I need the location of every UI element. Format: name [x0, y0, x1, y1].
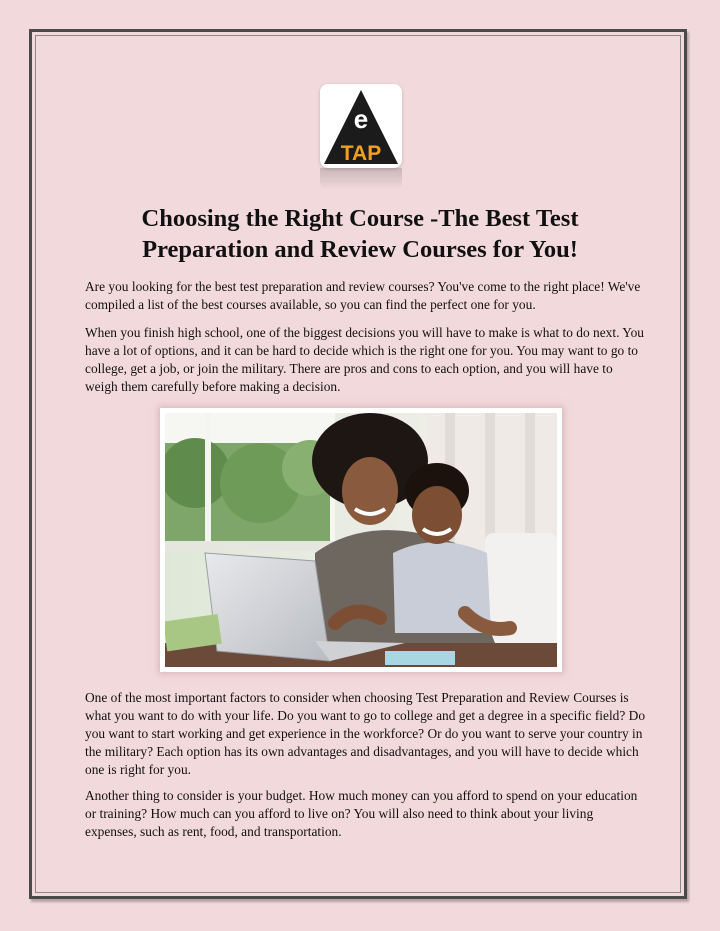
- title-line-1: Choosing the Right Course -The Best Test: [141, 205, 579, 232]
- logo-letter-e: e: [353, 104, 369, 134]
- paragraph-4: Another thing to consider is your budget. How much money can you afford to spend on your education or training? How much can you afford to live on? You will also need to think about your living expenses, such as rent, food, and transportation.: [85, 788, 638, 839]
- mother-daughter-laptop-image: [165, 413, 557, 667]
- article-photo: [160, 408, 562, 672]
- logo-reflection: [320, 168, 402, 190]
- paragraph-3: One of the most important factors to consider when choosing Test Preparation and Review Courses is what you want to do with your life. Do you want to go to college and get a degree in a specific field? Do you want to start working and get experience in the workforce? Or do you want to serve your country in the military? Each option has its own advantages and disadvantages, and you will have to decide which one is right for you.: [85, 690, 646, 777]
- etap-logo: [320, 84, 402, 168]
- article-title: [80, 203, 640, 265]
- paragraph-2: When you finish high school, one of the biggest decisions you will have to make is what to do next. You have a lot of options, and it can be hard to decide which is the right one for you. You may want to go to college, get a job, or join the military. There are pros and cons to each option, and you will have to weigh them carefully before making a decision.: [85, 325, 644, 394]
- title-line-2: Preparation and Review Courses for You!: [142, 236, 578, 263]
- intro-paragraph: Are you looking for the best test preparation and review courses? You've come to the right place! We've compiled a list of the best courses available, so you can find the perfect one for you.: [85, 279, 641, 312]
- logo-wordmark: TAP: [340, 142, 382, 165]
